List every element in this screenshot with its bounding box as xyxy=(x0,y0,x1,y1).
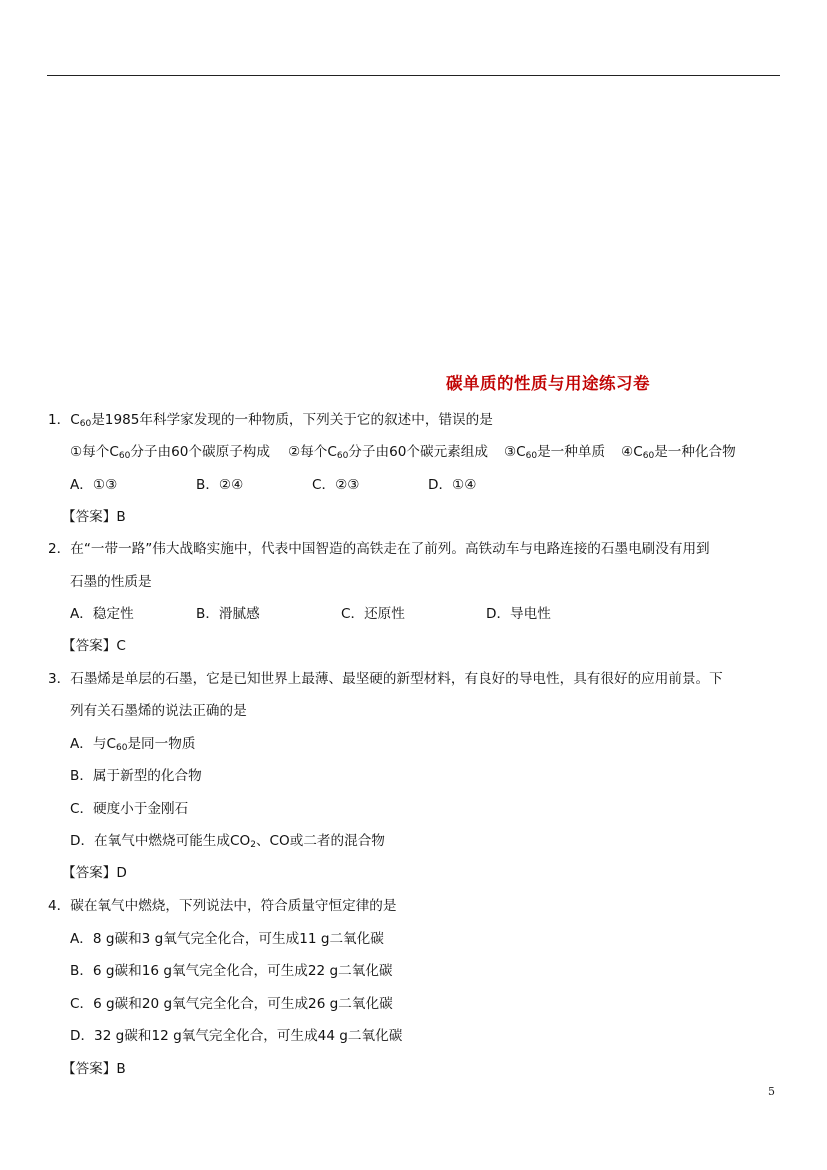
q4-option-b: B．6 g碳和16 g氧气完全化合，可生成22 g二氧化碳 xyxy=(70,963,393,979)
q3-a-suffix: 是同一物质 xyxy=(127,736,196,752)
q1-statement-3a: ③ xyxy=(503,444,517,460)
q3-sub: 60 xyxy=(116,743,128,753)
q1-option-b: B．②④ xyxy=(196,477,244,493)
q2-answer: 【答案】C xyxy=(62,638,126,654)
q1-stem xyxy=(48,411,493,433)
q1-c60-symbol: C xyxy=(70,412,80,428)
q3-c-symbol: C xyxy=(106,736,116,752)
q1-number: 1． xyxy=(48,412,71,428)
q1-statements xyxy=(70,443,736,465)
q1-answer: 【答案】B xyxy=(62,509,126,525)
q1-c60-subscript: 60 xyxy=(79,419,92,429)
q1-sub: 60 xyxy=(642,451,655,461)
q1-statement-3b: 是一种单质 xyxy=(537,444,606,460)
q1-c-symbol: C xyxy=(633,444,643,460)
page-title: 碳单质的性质与用途练习卷 xyxy=(446,374,650,393)
q1-statement-1a: ①每个 xyxy=(70,444,110,460)
q3-stem-line2: 列有关石墨烯的说法正确的是 xyxy=(70,703,247,719)
q2-stem-line1: 2．在“一带一路”伟大战略实施中，代表中国智造的高铁走在了前列。高铁动车与电路连接的石墨电刷没有用到 xyxy=(48,541,710,557)
q1-statement-4a: ④ xyxy=(621,444,634,460)
q4-option-a: A．8 g碳和3 g氧气完全化合，可生成11 g二氧化碳 xyxy=(70,931,384,947)
q1-c-symbol: C xyxy=(327,444,337,460)
q3-option-d xyxy=(70,832,385,854)
q2-option-d: D．导电性 xyxy=(486,606,551,622)
q1-option-d: D．①④ xyxy=(428,477,477,493)
header-rule xyxy=(47,75,780,76)
q3-d-prefix: D．在氧气中燃烧可能生成CO xyxy=(70,833,251,849)
page-number: 5 xyxy=(768,1085,775,1098)
q1-statement-2b: 分子由60个碳元素组成 xyxy=(348,444,488,460)
q3-option-a xyxy=(70,735,195,757)
q1-statement-1b: 分子由60个碳原子构成 xyxy=(130,444,270,460)
q2-option-c: C．还原性 xyxy=(341,606,405,622)
q3-d-suffix: 、CO或二者的混合物 xyxy=(255,833,385,849)
q2-option-a: A．稳定性 xyxy=(70,606,134,622)
q1-option-c: C．②③ xyxy=(312,477,360,493)
q1-sub: 60 xyxy=(336,451,349,461)
q1-stem-text: 是1985年科学家发现的一种物质，下列关于它的叙述中，错误的是 xyxy=(91,412,493,428)
q1-statement-4b: 是一种化合物 xyxy=(654,444,736,460)
q4-option-c: C．6 g碳和20 g氧气完全化合，可生成26 g二氧化碳 xyxy=(70,996,393,1012)
q3-option-b: B．属于新型的化合物 xyxy=(70,768,202,784)
q3-a-prefix: A．与 xyxy=(70,736,107,752)
q1-sub: 60 xyxy=(118,451,131,461)
q3-answer: 【答案】D xyxy=(62,865,127,881)
q3-d-subscript: 2 xyxy=(250,840,256,850)
q2-stem-line2: 石墨的性质是 xyxy=(70,574,152,590)
q2-option-b: B．滑腻感 xyxy=(196,606,260,622)
q1-c-symbol: C xyxy=(109,444,119,460)
q3-option-c: C．硬度小于金刚石 xyxy=(70,801,189,817)
q4-answer: 【答案】B xyxy=(62,1061,126,1077)
q1-statement-2a: ②每个 xyxy=(287,444,328,460)
q3-stem-line1: 3．石墨烯是单层的石墨，它是已知世界上最薄、最坚硬的新型材料，有良好的导电性，具有很好的应用前景。下 xyxy=(48,671,723,687)
q1-option-a: A．①③ xyxy=(70,477,118,493)
q4-stem: 4．碳在氧气中燃烧，下列说法中，符合质量守恒定律的是 xyxy=(48,898,397,914)
q1-sub: 60 xyxy=(525,451,538,461)
q4-option-d: D．32 g碳和12 g氧气完全化合，可生成44 g二氧化碳 xyxy=(70,1028,403,1044)
q1-c-symbol: C xyxy=(516,444,526,460)
